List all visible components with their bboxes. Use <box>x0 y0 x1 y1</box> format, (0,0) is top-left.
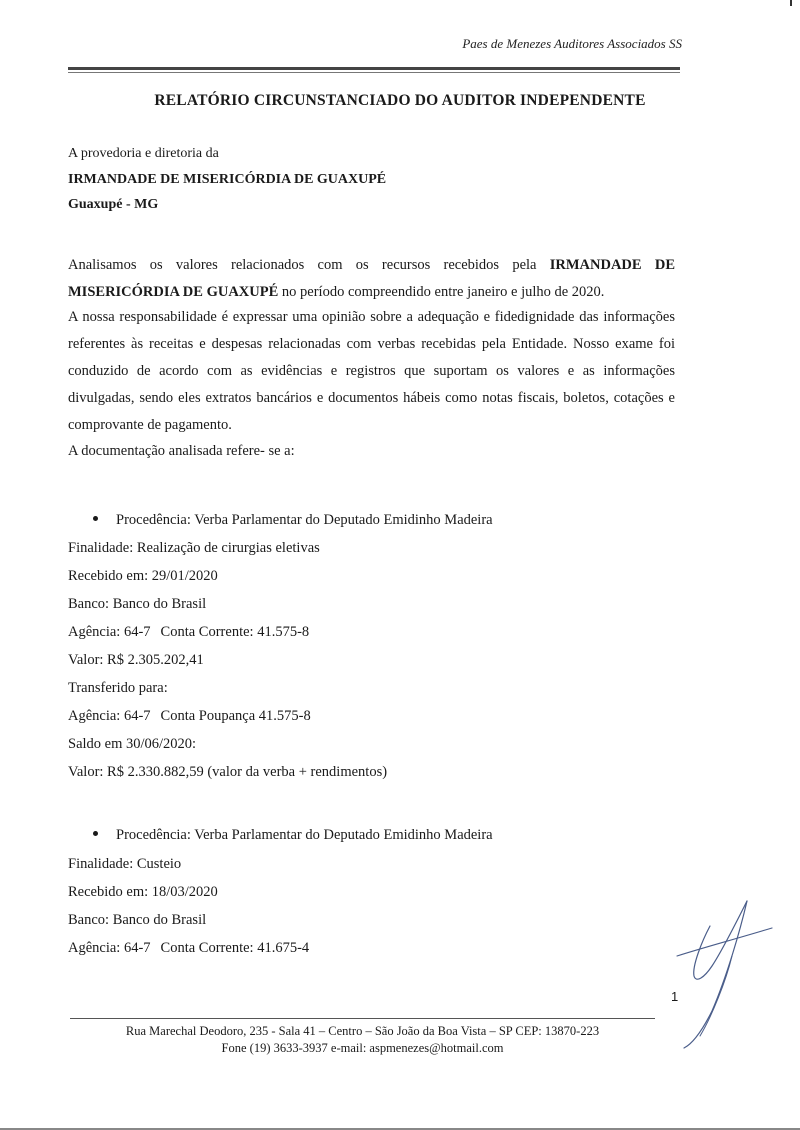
footer-rule <box>70 1018 655 1019</box>
item-1-procedencia-text: Procedência: Verba Parlamentar do Deputado Emidinho Madeira <box>116 512 493 528</box>
item-2-finalidade: Finalidade: Custeio <box>68 856 182 872</box>
header-firm-name: Paes de Menezes Auditores Associados SS <box>462 36 682 51</box>
item-1-conta: Conta Corrente: 41.575-8 <box>160 624 310 640</box>
intro-paragraph-3: A documentação analisada refere- se a: <box>68 443 295 459</box>
item-1-account-2 <box>68 708 311 725</box>
item-2-recebido: Recebido em: 18/03/2020 <box>68 884 218 900</box>
header-rule-thick <box>68 67 680 70</box>
intro-paragraph-1 <box>68 252 675 306</box>
item-1-agencia-2: Agência: 64-7 <box>68 708 151 724</box>
intro-paragraph-2: A nossa responsabilidade é expressar uma opinião sobre a adequação e fidedignidade das informações referentes às receitas e despesas relacionadas com verbas recebidas pela Entidade. Nosso exame foi conduzido de acordo com as evidências e registros que suportam os valores e as informações divulgadas, sendo eles extratos bancários e documentos hábeis como notas fiscais, boletos, cotações e comprovante de pagamento. <box>68 309 675 433</box>
header-rule-thin <box>68 72 680 73</box>
item-2-procedencia <box>93 827 493 844</box>
item-2-account <box>68 940 309 957</box>
addressee-line: A provedoria e diretoria da <box>68 146 219 161</box>
intro-text: no período compreendido entre janeiro e julho de 2020. <box>278 284 605 300</box>
footer-address: Rua Marechal Deodoro, 235 - Sala 41 – Centro – São João da Boa Vista – SP CEP: 13870-223 <box>125 1024 600 1038</box>
page-number: 1 <box>671 989 679 1004</box>
addressee-location: Guaxupé - MG <box>68 197 159 212</box>
intro-text: Analisamos os valores relacionados com os recursos recebidos pela <box>68 257 550 273</box>
item-1-valor: Valor: R$ 2.305.202,41 <box>68 652 204 668</box>
item-1-procedencia <box>93 512 493 529</box>
item-2-procedencia-text: Procedência: Verba Parlamentar do Deputado Emidinho Madeira <box>116 827 493 843</box>
item-1-agencia: Agência: 64-7 <box>68 624 151 640</box>
item-1-conta-2: Conta Poupança 41.575-8 <box>160 708 311 724</box>
item-1-finalidade: Finalidade: Realização de cirurgias eletivas <box>68 540 320 556</box>
scan-edge-mark <box>790 0 792 6</box>
bullet-icon <box>93 831 98 836</box>
item-2-banco: Banco: Banco do Brasil <box>68 912 207 928</box>
intro-entity-name: IRMANDADE DE MISERICÓRDIA DE GUAXUPÉ <box>68 257 675 300</box>
item-1-recebido: Recebido em: 29/01/2020 <box>68 568 218 584</box>
addressee-entity: IRMANDADE DE MISERICÓRDIA DE GUAXUPÉ <box>68 172 387 187</box>
item-1-valor-2: Valor: R$ 2.330.882,59 (valor da verba + rendimentos) <box>68 764 388 780</box>
footer-contact: Fone (19) 3633-3937 e-mail: aspmenezes@hotmail.com <box>221 1041 504 1055</box>
item-1-account <box>68 624 309 641</box>
item-1-saldo: Saldo em 30/06/2020: <box>68 736 197 752</box>
item-2-agencia: Agência: 64-7 <box>68 940 151 956</box>
item-1-banco: Banco: Banco do Brasil <box>68 596 207 612</box>
item-1-transferido: Transferido para: <box>68 680 168 696</box>
item-2-conta: Conta Corrente: 41.675-4 <box>160 940 310 956</box>
report-title: RELATÓRIO CIRCUNSTANCIADO DO AUDITOR INDEPENDENTE <box>154 92 646 109</box>
bullet-icon <box>93 516 98 521</box>
